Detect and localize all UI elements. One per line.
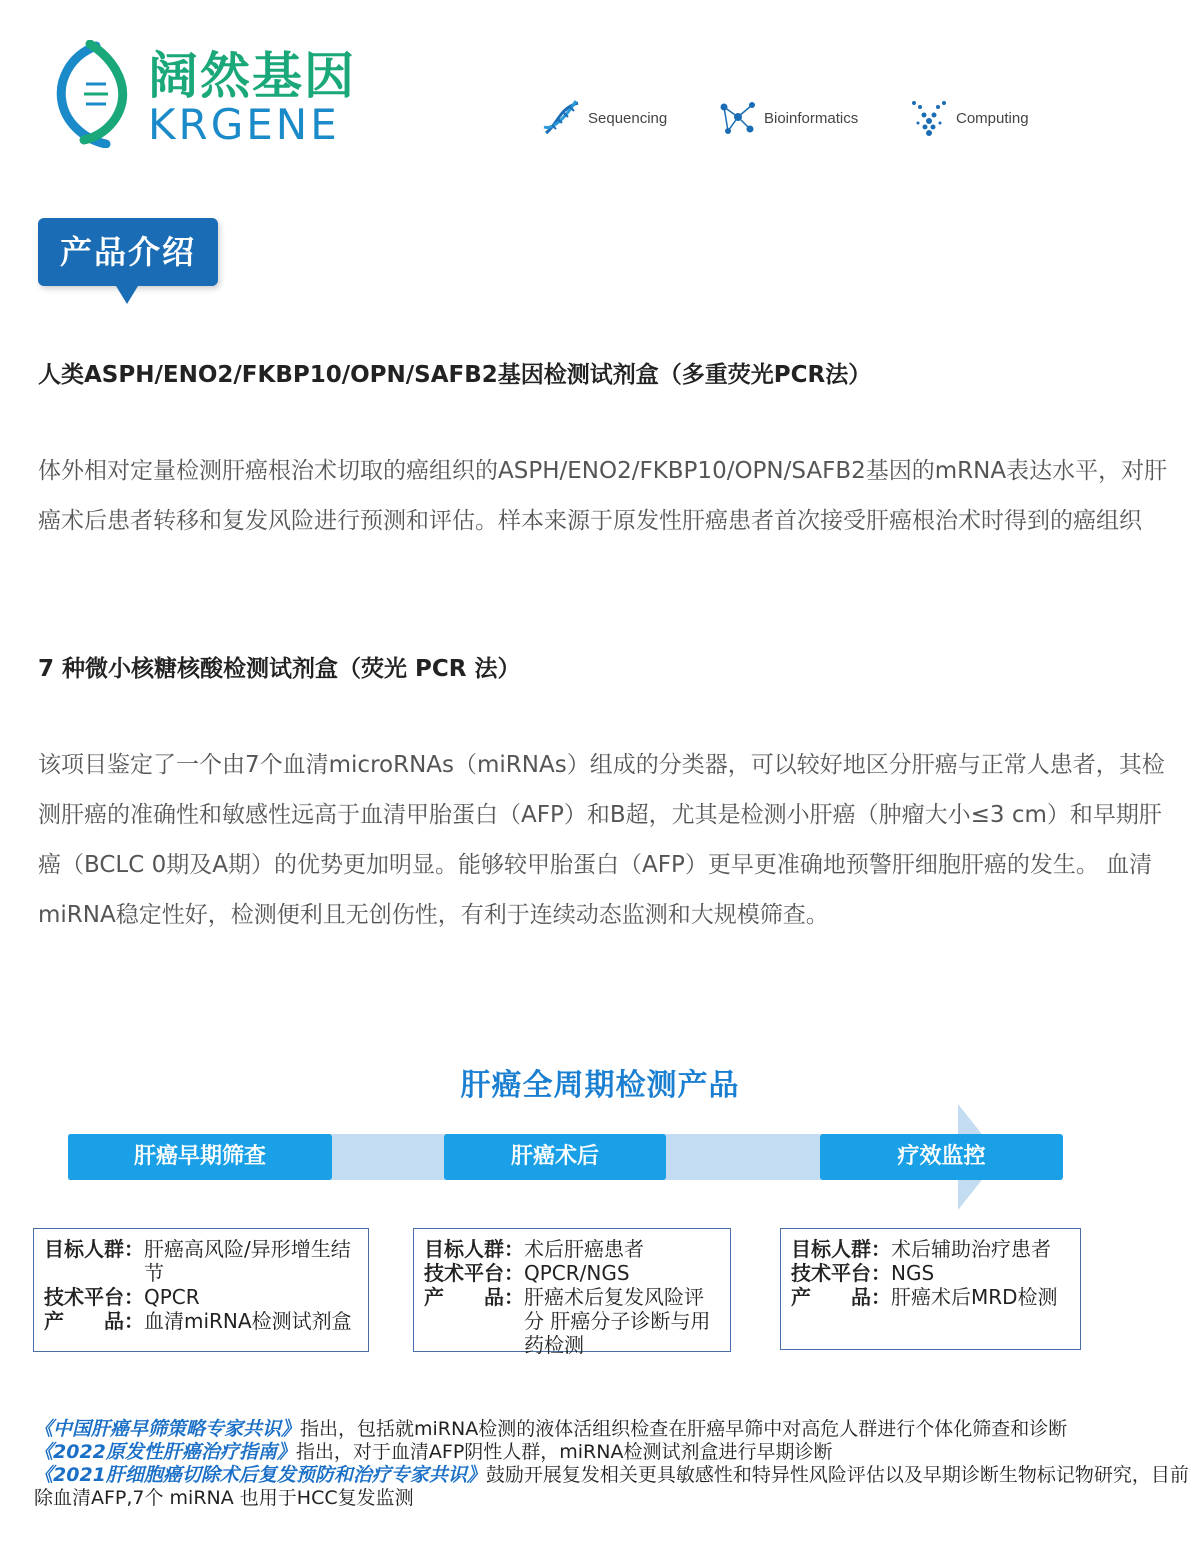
info-key: 技术平台： [44,1285,144,1309]
info-value: 术后辅助治疗患者 [891,1237,1051,1261]
info-key: 产 品： [44,1309,144,1333]
info-row [424,1237,720,1261]
info-value: QPCR [144,1285,200,1309]
info-value: 肝癌术后复发风险评分 肝癌分子诊断与用药检测 [524,1285,711,1357]
info-value: 血清miRNA检测试剂盒 [144,1309,352,1333]
info-row [44,1237,358,1285]
info-value: 术后肝癌患者 [524,1237,644,1261]
stage-button-postop[interactable]: 肝癌术后 [444,1134,666,1180]
info-row [424,1261,720,1285]
info-key: 技术平台： [424,1261,524,1285]
info-key: 目标人群： [44,1237,144,1261]
reference-item [34,1464,1194,1510]
reference-item [34,1418,1194,1441]
section-tag-label: 产品介绍 [59,233,196,271]
reference-title: 《2021肝细胞癌切除术后复发预防和治疗专家共识》 [34,1464,486,1486]
reference-text: 指出，对于血清AFP阴性人群，miRNA检测试剂盒进行早期诊断 [295,1441,833,1463]
info-row [424,1285,720,1357]
reference-title: 《中国肝癌早筛策略专家共识》 [34,1418,301,1440]
info-key: 技术平台： [791,1261,891,1285]
product-description: 体外相对定量检测肝癌根治术切取的癌组织的ASPH/ENO2/FKBP10/OPN/SAFB2基因的mRNA表达水平，对肝癌术后患者转移和复发风险进行预测和评估。样本来源于原发性肝癌患者首次接受肝癌根治术时得到的癌组织 [38,458,1168,534]
info-row [791,1237,1070,1261]
dna-icon [540,97,582,139]
brand-logo[interactable] [50,40,370,155]
timeline-title: 肝癌全周期检测产品 [460,1068,740,1103]
reference-text: 指出，包括就miRNA检测的液体活组织检查在肝癌早筛中对高危人群进行个体化筛查和诊断 [300,1418,1068,1440]
nav-item-bioinformatics[interactable] [716,96,858,140]
info-row [791,1285,1070,1309]
computing-icon [908,97,950,139]
nav-item-sequencing[interactable] [540,96,667,140]
helix-logo-icon [50,40,142,148]
info-row [44,1309,358,1333]
info-row [791,1261,1070,1285]
info-value: QPCR/NGS [524,1261,630,1285]
info-value: NGS [891,1261,935,1285]
reference-list [34,1418,1194,1510]
stage-info-card [33,1228,369,1352]
brand-name-cn: 阔然基因 [148,47,356,105]
info-key: 产 品： [791,1285,891,1309]
stage-info-card [413,1228,731,1357]
nav-item-computing[interactable] [908,96,1029,140]
info-value: 肝癌高风险/异形增生结节 [144,1237,351,1285]
stage-button-monitoring[interactable]: 疗效监控 [820,1134,1063,1180]
stage-info-card [780,1228,1081,1350]
nav-label: Sequencing [588,109,668,127]
info-value: 肝癌术后MRD检测 [891,1285,1058,1309]
reference-item [34,1441,1194,1464]
brand-name-en: KRGENE [148,100,340,149]
network-icon [716,97,758,139]
info-key: 产 品： [424,1285,524,1309]
section-tag [38,218,218,286]
product-description: 该项目鉴定了一个由7个血清microRNAs（miRNAs）组成的分类器，可以较好地区分肝癌与正常人患者，其检测肝癌的准确性和敏感性远高于血清甲胎蛋白（AFP）和B超，尤其是检测小肝癌（肿瘤大小≤3 cm）和早期肝癌（BCLC 0期及A期）的优势更加明显。能够较甲胎蛋白（AFP）更早更准确地预警肝细胞肝癌的发生。 血清miRNA稳定性好，检测便利且无创伤性，有利于连续动态监测和大规模筛查。 [38,752,1165,928]
section-tag-pointer [116,286,138,304]
info-key: 目标人群： [424,1237,524,1261]
product-title: 7 种微小核糖核酸检测试剂盒（荧光 PCR 法） [38,656,521,682]
nav-label: Bioinformatics [764,109,859,127]
stage-button-screening[interactable]: 肝癌早期筛查 [68,1134,332,1180]
info-key: 目标人群： [791,1237,891,1261]
reference-title: 《2022原发性肝癌治疗指南》 [34,1441,296,1463]
product-title: 人类ASPH/ENO2/FKBP10/OPN/SAFB2基因检测试剂盒（多重荧光PCR法） [38,362,872,388]
info-row [44,1285,358,1309]
reference-text: 鼓励开展复发相关更具敏感性和特异性风险评估以及早期诊断生物标记物研究，目前除血清AFP,7个 miRNA 也用于HCC复发监测 [34,1464,1189,1509]
nav-label: Computing [956,109,1029,127]
